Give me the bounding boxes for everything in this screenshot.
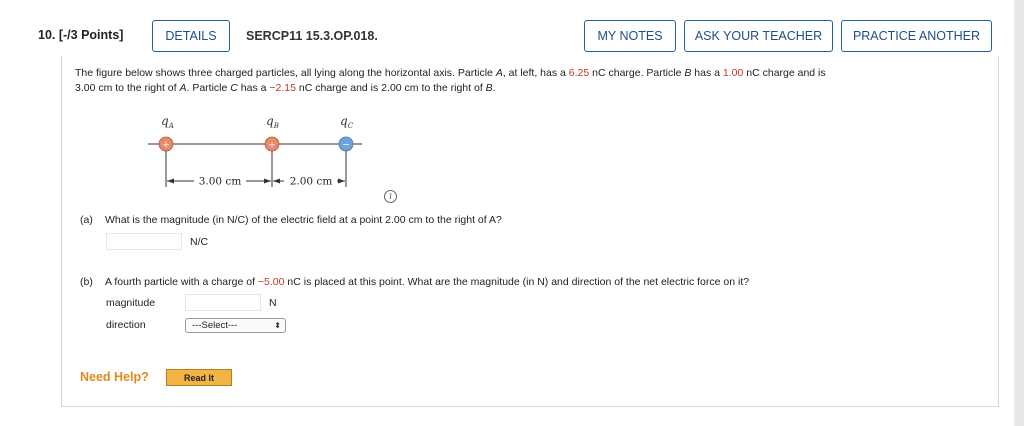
my-notes-button[interactable]: MY NOTES [584,20,676,52]
magnitude-label: magnitude [106,297,156,309]
part-a-question: (a) What is the magnitude (in N/C) of the electric field at a point 2.00 cm to the right of A? [80,214,502,226]
question-number: 10. [-/3 Points] [38,28,124,42]
read-it-button[interactable]: Read It [166,369,232,386]
direction-label: direction [106,319,146,331]
direction-select[interactable] [185,318,286,333]
dim-bc-left-arrow [273,179,280,184]
fourth-charge-value: −5.00 [257,276,285,288]
particle-c-sign: − [342,140,350,151]
charges-figure [140,110,380,210]
ask-teacher-button[interactable]: ASK YOUR TEACHER [684,20,833,52]
direction-select-value: ---Select--- [192,320,238,331]
info-icon[interactable]: i [384,190,397,203]
practice-another-button[interactable]: PRACTICE ANOTHER [841,20,992,52]
label-q-b: $q_B$ [266,114,279,130]
charge-b-value: 1.00 [722,67,744,79]
distance-bc-label: 2.00 cm [289,175,333,188]
select-arrows-icon: ⬍ [274,321,281,330]
charge-c-value: −2.15 [269,82,296,94]
question-panel [61,56,999,407]
problem-code: SERCP11 15.3.OP.018. [246,29,378,43]
charges-diagram [140,110,380,210]
dim-bc-right-arrow [338,179,345,184]
part-b-question: (b) A fourth particle with a charge of −5.00 nC is placed at this point. What are the magnitude (in N) and direction of the net electric force on it? [80,276,750,288]
dim-ab-right-arrow [264,179,271,184]
need-help-label: Need Help? [80,370,149,384]
window-scroll-edge [1014,0,1024,426]
problem-statement: The figure below shows three charged particles, all lying along the horizontal axis. Particle A, at left, has a 6.25 nC charge. Particle B has a 1.00 nC charge and is 3.00 cm to the right of A. Particle C has a −2.15 nC charge and is 2.00 cm to the right of B. [75,67,826,94]
label-q-c: $q_C$ [340,114,354,130]
details-button[interactable]: DETAILS [152,20,230,52]
magnitude-input[interactable] [185,294,261,311]
distance-ab-label: 3.00 cm [198,175,242,188]
part-a-answer-input[interactable] [106,233,182,250]
charge-a-value: 6.25 [568,67,590,79]
particle-a-sign: + [162,140,170,151]
particle-b-sign: + [268,140,276,151]
label-q-a: $q_A$ [161,114,174,130]
dim-ab-left-arrow [167,179,174,184]
magnitude-unit: N [269,297,277,309]
part-a-unit: N/C [190,236,209,248]
